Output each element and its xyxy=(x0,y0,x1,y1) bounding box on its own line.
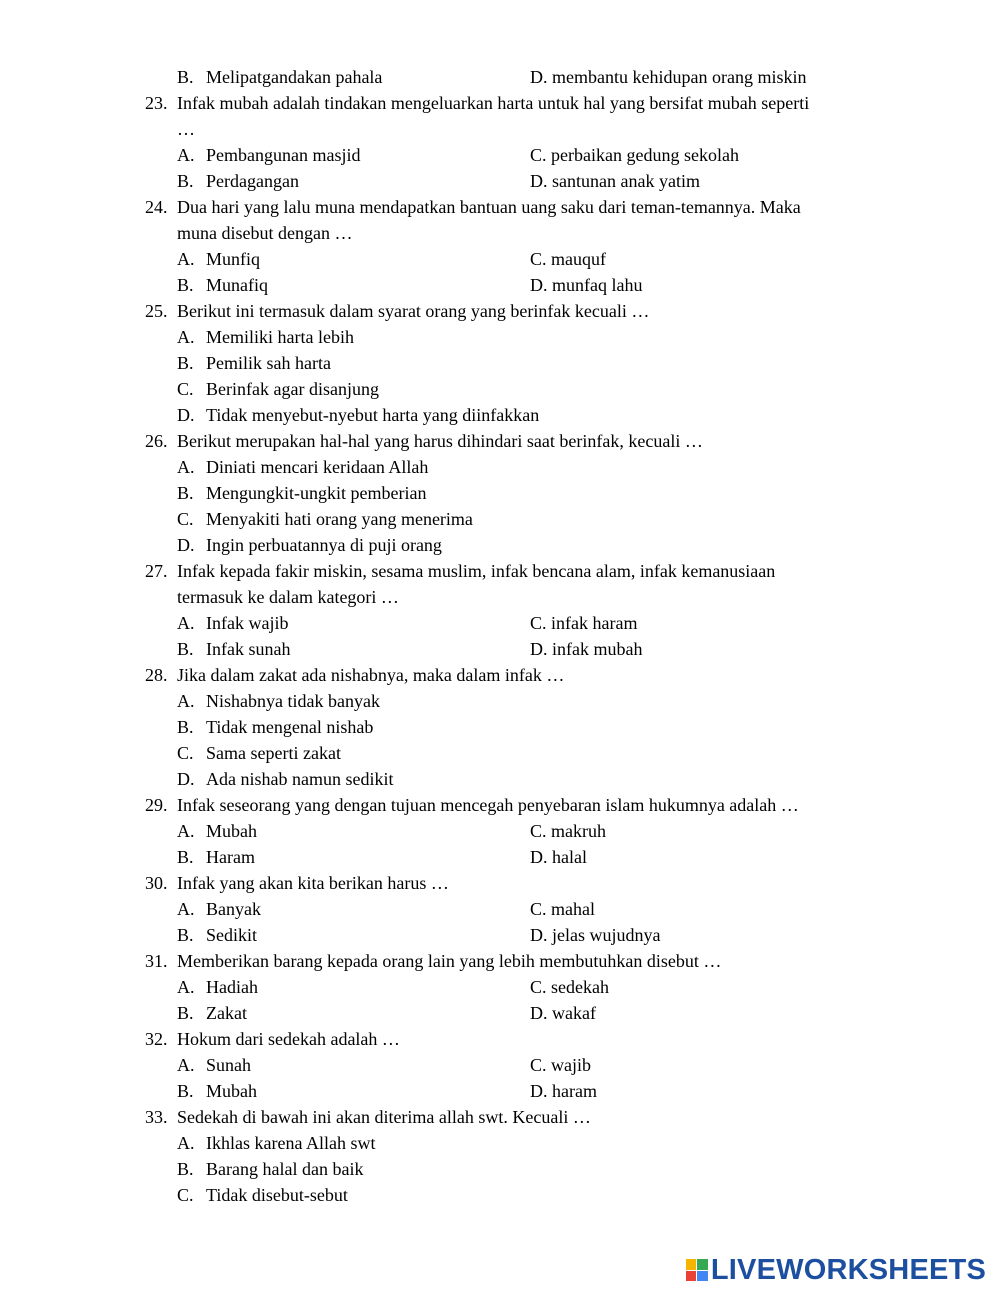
question-number: 28. xyxy=(145,665,168,685)
question-text: Infak seseorang yang dengan tujuan mencegah penyebaran islam hukumnya adalah … xyxy=(177,795,799,815)
option-b: B. Mubah xyxy=(177,1081,257,1101)
question-number: 32. xyxy=(145,1029,168,1049)
option-c: C. Menyakiti hati orang yang menerima xyxy=(177,509,473,529)
question-text: Infak mubah adalah tindakan mengeluarkan harta untuk hal yang bersifat mubah seperti xyxy=(177,93,810,113)
question-text-cont: muna disebut dengan … xyxy=(177,223,353,243)
question-number: 33. xyxy=(145,1107,168,1127)
option-c: C. makruh xyxy=(530,821,606,841)
liveworksheets-logo-icon xyxy=(686,1259,708,1281)
option-c: C. mahal xyxy=(530,899,595,919)
option-d: D. Ingin perbuatannya di puji orang xyxy=(177,535,442,555)
question-number: 25. xyxy=(145,301,168,321)
option-a: A. Banyak xyxy=(177,899,261,919)
option-a: A. Sunah xyxy=(177,1055,251,1075)
option-a: A. Nishabnya tidak banyak xyxy=(177,691,380,711)
question-number: 23. xyxy=(145,93,168,113)
question-text: Hokum dari sedekah adalah … xyxy=(177,1029,400,1049)
option-b: B. Munafiq xyxy=(177,275,268,295)
option-b: B. Zakat xyxy=(177,1003,247,1023)
option-b: B. Haram xyxy=(177,847,255,867)
option-d: D. jelas wujudnya xyxy=(530,925,661,945)
option-a: A. Diniati mencari keridaan Allah xyxy=(177,457,429,477)
option-c: C. infak haram xyxy=(530,613,638,633)
option-c: C. Sama seperti zakat xyxy=(177,743,341,763)
question-number: 31. xyxy=(145,951,168,971)
option-d: D. halal xyxy=(530,847,587,867)
option-b: B. Pemilik sah harta xyxy=(177,353,331,373)
option-d: D. membantu kehidupan orang miskin xyxy=(530,67,807,87)
option-d: D. santunan anak yatim xyxy=(530,171,700,191)
question-text: Memberikan barang kepada orang lain yang lebih membutuhkan disebut … xyxy=(177,951,722,971)
option-b: B. Tidak mengenal nishab xyxy=(177,717,374,737)
brand-name: LIVEWORKSHEETS xyxy=(710,1253,986,1286)
question-number: 30. xyxy=(145,873,168,893)
option-d: D. Tidak menyebut-nyebut harta yang diinfakkan xyxy=(177,405,540,425)
option-d: D. haram xyxy=(530,1081,597,1101)
option-b: B. Sedikit xyxy=(177,925,258,945)
option-c: C. wajib xyxy=(530,1055,592,1075)
question-text: Jika dalam zakat ada nishabnya, maka dalam infak … xyxy=(177,665,565,685)
question-text: Dua hari yang lalu muna mendapatkan bantuan uang saku dari teman-temannya. Maka xyxy=(177,197,801,217)
option-c: C. sedekah xyxy=(530,977,609,997)
option-a: A. Mubah xyxy=(177,821,257,841)
question-text: Sedekah di bawah ini akan diterima allah swt. Kecuali … xyxy=(177,1107,591,1127)
question-text: Infak kepada fakir miskin, sesama muslim, infak bencana alam, infak kemanusiaan xyxy=(177,561,776,581)
question-text-cont: … xyxy=(177,119,195,139)
question-text: Berikut merupakan hal-hal yang harus dihindari saat berinfak, kecuali … xyxy=(177,431,703,451)
option-b: B. Perdagangan xyxy=(177,171,299,191)
option-c: C. mauquf xyxy=(530,249,606,269)
option-a: A. Ikhlas karena Allah swt xyxy=(177,1133,376,1153)
option-b: B. Mengungkit-ungkit pemberian xyxy=(177,483,427,503)
option-d: D. Ada nishab namun sedikit xyxy=(177,769,394,789)
option-c: C. Tidak disebut-sebut xyxy=(177,1185,348,1205)
option-d: D. infak mubah xyxy=(530,639,643,659)
option-b: B. Barang halal dan baik xyxy=(177,1159,364,1179)
option-a: A. Infak wajib xyxy=(177,613,289,633)
question-number: 29. xyxy=(145,795,168,815)
option-d: D. munfaq lahu xyxy=(530,275,643,295)
question-number: 27. xyxy=(145,561,168,581)
option-c: C. Berinfak agar disanjung xyxy=(177,379,379,399)
option-b: B. Infak sunah xyxy=(177,639,291,659)
question-text-cont: termasuk ke dalam kategori … xyxy=(177,587,399,607)
option-a: A. Hadiah xyxy=(177,977,258,997)
question-text: Infak yang akan kita berikan harus … xyxy=(177,873,449,893)
option-a: A. Pembangunan masjid xyxy=(177,145,361,165)
question-number: 26. xyxy=(145,431,168,451)
option-c: C. perbaikan gedung sekolah xyxy=(530,145,739,165)
option-d: D. wakaf xyxy=(530,1003,596,1023)
option-a: A. Memiliki harta lebih xyxy=(177,327,354,347)
liveworksheets-logo[interactable] xyxy=(686,1253,986,1287)
question-number: 24. xyxy=(145,197,168,217)
question-text: Berikut ini termasuk dalam syarat orang yang berinfak kecuali … xyxy=(177,301,650,321)
option-b: B. Melipatgandakan pahala xyxy=(177,67,383,87)
option-a: A. Munfiq xyxy=(177,249,260,269)
